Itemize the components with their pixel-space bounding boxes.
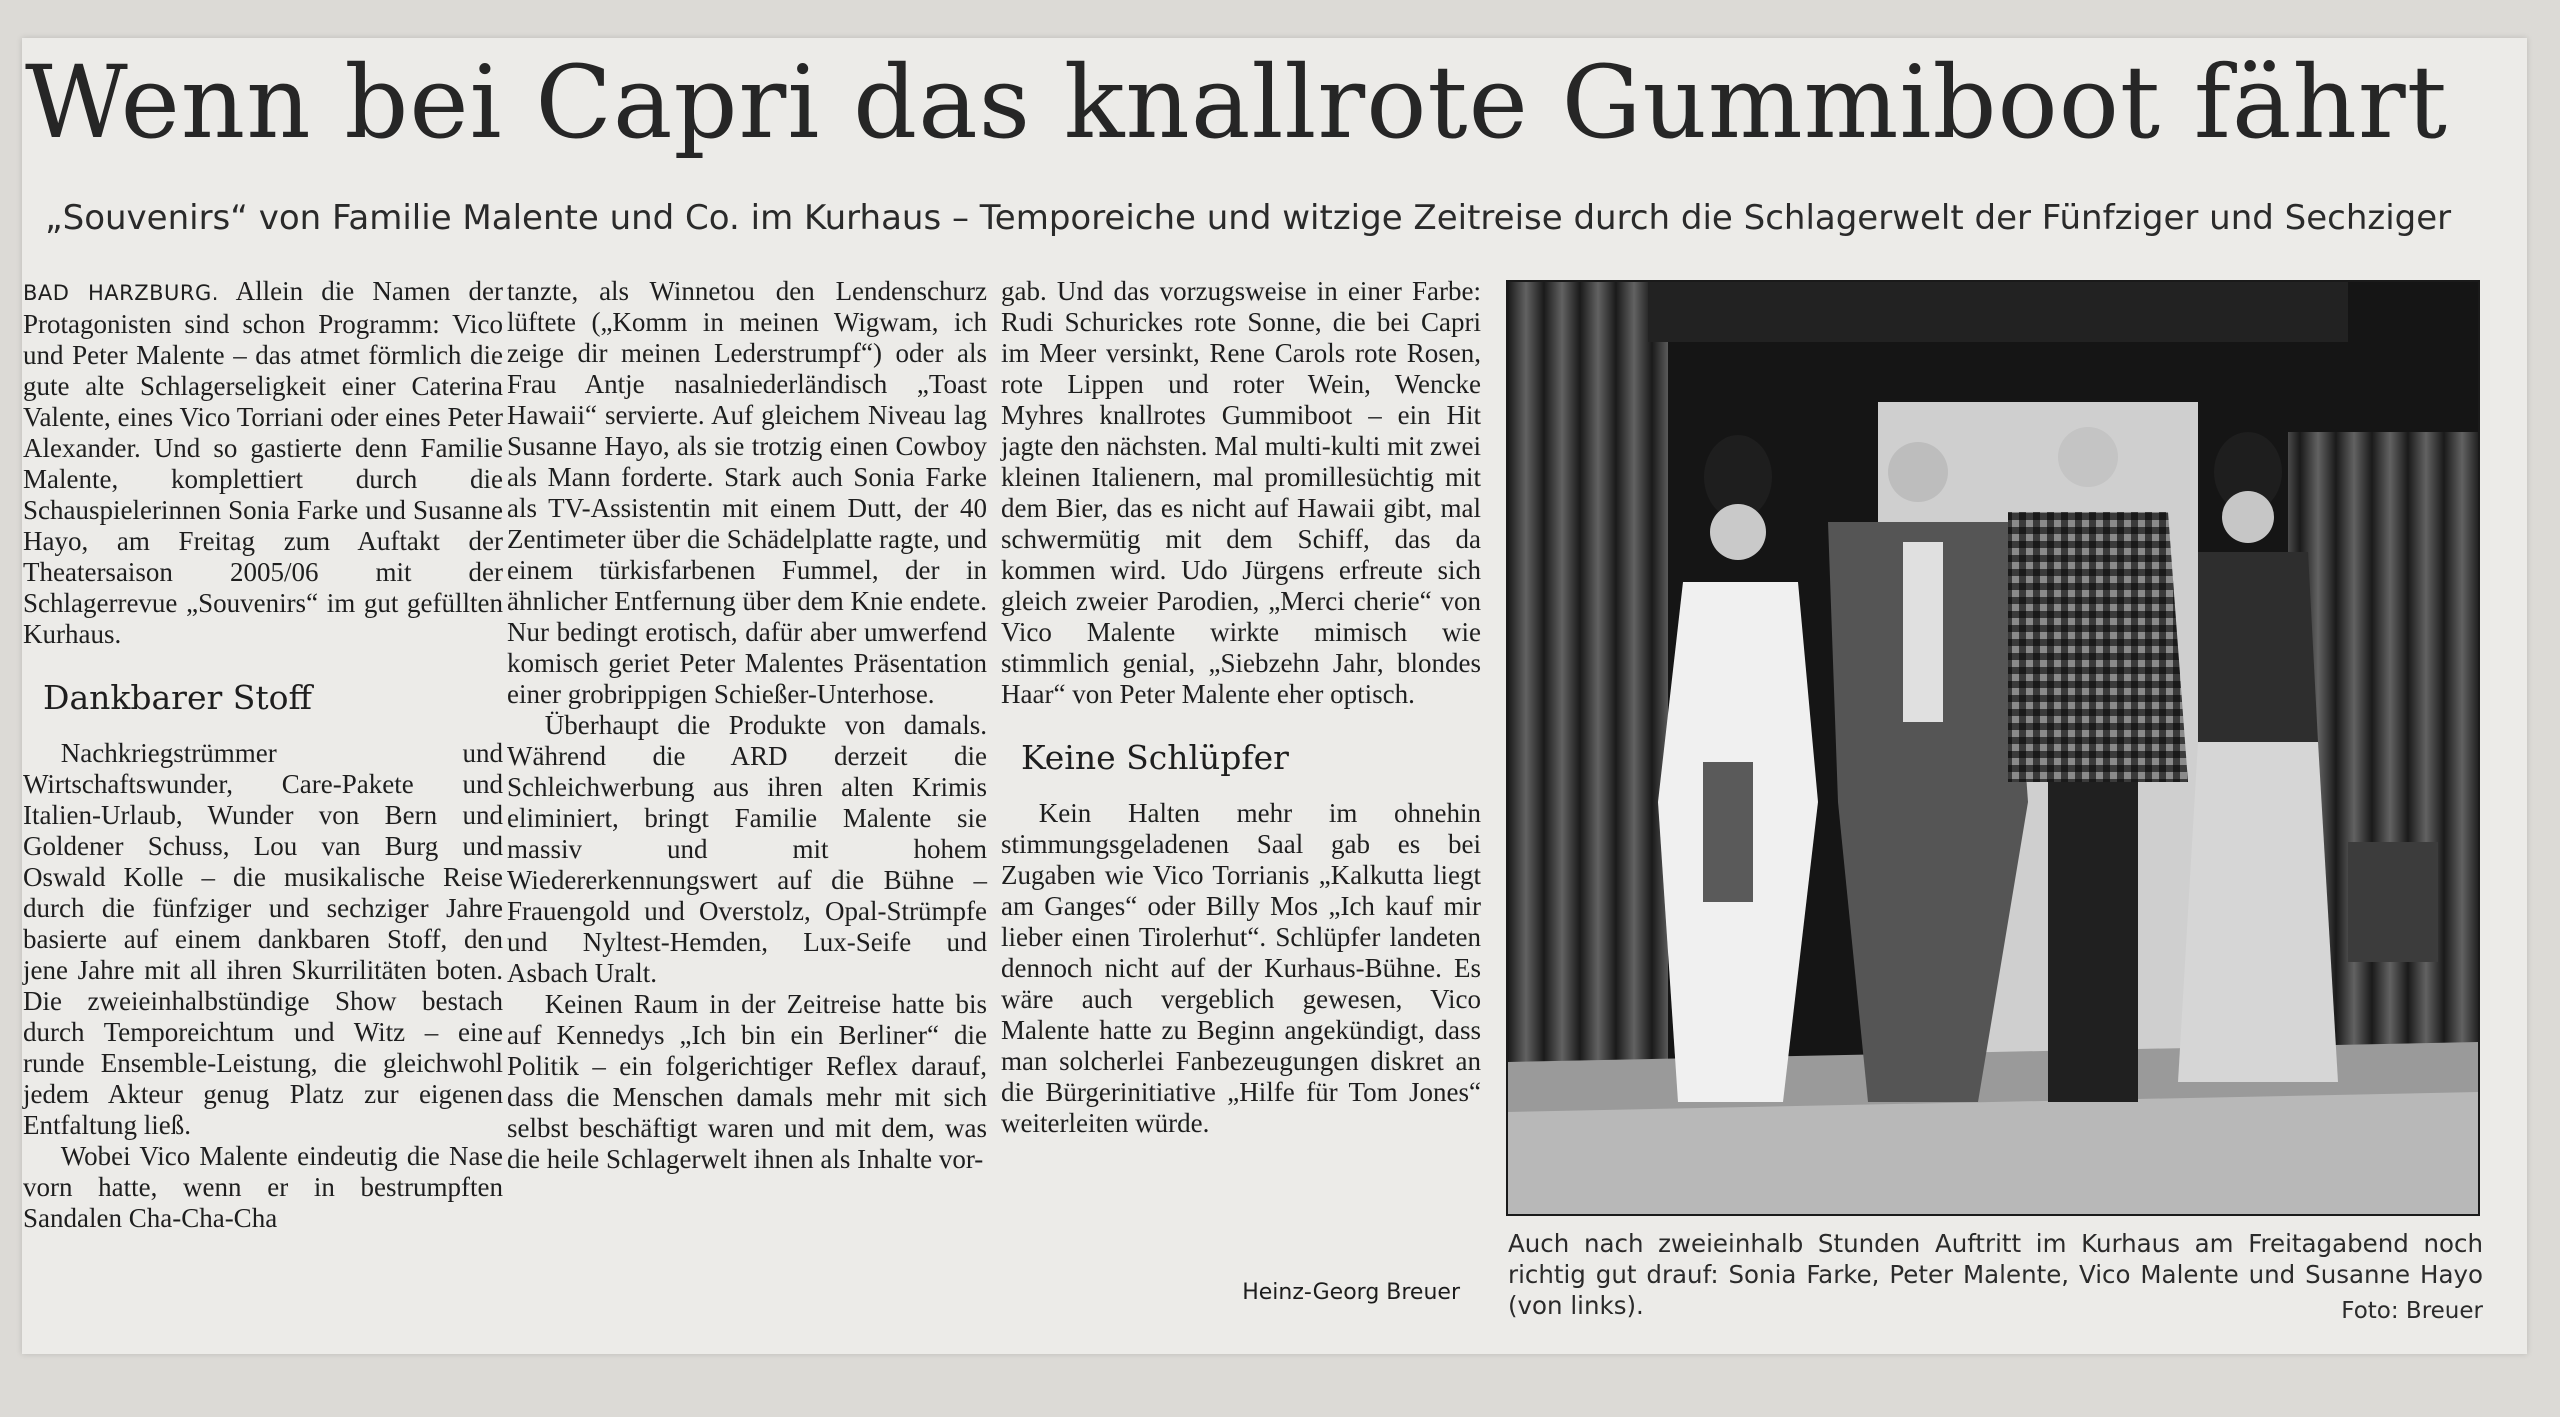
section-heading: Dankbarer Stoff [43, 678, 312, 717]
article-column-3 [1001, 276, 1481, 1139]
headline: Wenn bei Capri das knallrote Gummiboot fährt [25, 44, 2448, 161]
paragraph: Überhaupt die Produkte von damals. Während die ARD derzeit die Schleichwerbung aus ihren alten Krimis eliminiert, bringt Familie Malente sie massiv und mit hohem Wiedererkennungswert auf die Bühne – Frauengold und Overstolz, Opal-Strümpfe und Nyltest-Hemden, Lux-Seife und Asbach Uralt. [507, 710, 987, 988]
article-column-2 [507, 276, 987, 1175]
paragraph [23, 276, 503, 650]
paragraph: gab. Und das vorzugsweise in einer Farbe: Rudi Schurickes rote Sonne, die bei Capri im Meer versinkt, Rene Carols rote Rosen, rote Lippen und roter Wein, Wencke Myhres knallrotes Gummiboot – ein Hit jagte den nächsten. Mal multi-kulti mit zwei kleinen Italienern, mal promillesüchtig mit dem Bier, das es nicht auf Hawaii gibt, mal schwermütig mit dem Schiff, das da kommen wird. Udo Jürgens erfreute sich gleich zweier Parodien, „Merci cherie“ von Vico Malente wirkte mimisch wie stimmlich genial, „Siebzehn Jahr, blondes Haar“ von Peter Malente eher optisch. [1001, 276, 1481, 709]
paragraph: Keinen Raum in der Zeitreise hatte bis auf Kennedys „Ich bin ein Berliner“ die Politik – ein folgerichtiger Reflex darauf, dass die Menschen damals mehr mit sich selbst beschäftigt waren und mit dem, was die heile Schlagerwelt ihnen als Inhalte vor- [507, 989, 987, 1174]
dateline: BAD HARZBURG. [23, 281, 219, 305]
stage-photo-illustration [1508, 282, 2478, 1214]
paragraph: Nachkriegstrümmer und Wirtschaftswunder, Care-Pakete und Italien-Urlaub, Wunder von Bern und Goldener Schuss, Lou van Burg und Oswald Kolle – die musikalische Reise durch die fünfziger und sechziger Jahre basierte auf einem dankbaren Stoff, den jene Jahre mit all ihren Skurrilitäten boten. Die zweieinhalbstündige Show bestach durch Temporeichtum und Witz – eine runde Ensemble-Leistung, die gleichwohl jedem Akteur genug Platz zur eigenen Entfaltung ließ. [23, 738, 503, 1140]
paragraph: tanzte, als Winnetou den Lendenschurz lüftete („Komm in meinen Wigwam, ich zeige dir meinen Lederstrumpf“) oder als Frau Antje nasalniederländisch „Toast Hawaii“ servierte. Auf gleichem Niveau lag Susanne Hayo, als sie trotzig einen Cowboy als Mann forderte. Stark auch Sonia Farke als TV-Assistentin mit einem Dutt, der 40 Zentimeter über die Schädelplatte ragte, und einem türkisfarbenen Fummel, der in ähnlicher Entfernung über dem Knie endete. Nur bedingt erotisch, dafür aber umwerfend komisch geriet Peter Malentes Präsentation einer grobrippigen Schießer-Unterhose. [507, 276, 987, 709]
photo-credit: Foto: Breuer [2341, 1298, 2483, 1324]
stage-photo [1506, 280, 2480, 1216]
paragraph-text: Allein die Namen der Protagonisten sind schon Programm: Vico und Peter Malente – das atmet förmlich die gute alte Schlagerseligkeit einer Caterina Valente, eines Vico Torriani oder eines Peter Alexander. Und so gastierte denn Familie Malente, komplettiert durch die Schauspielerinnen Sonia Farke und Susanne Hayo, am Freitag zum Auftakt der Theatersaison 2005/06 mit der Schlagerrevue „Souvenirs“ im gut gefüllten Kurhaus. [23, 276, 503, 649]
section-heading: Keine Schlüpfer [1021, 738, 1289, 777]
subheadline: „Souvenirs“ von Familie Malente und Co. im Kurhaus – Temporeiche und witzige Zeitreise durch die Schlagerwelt der Fünfziger und Sechziger [45, 198, 2452, 238]
author-byline: Heinz-Georg Breuer [1242, 1280, 1460, 1305]
photo-caption: Auch nach zweieinhalb Stunden Auftritt im Kurhaus am Freitagabend noch richtig gut drauf: Sonia Farke, Peter Malente, Vico Malente und Susanne Hayo (von links). [1508, 1229, 2483, 1320]
paragraph: Kein Halten mehr im ohnehin stimmungsgeladenen Saal gab es bei Zugaben wie Vico Torrianis „Kalkutta liegt am Ganges“ oder Billy Mos „Ich kauf mir lieber einen Tirolerhut“. Schlüpfer landeten dennoch nicht auf der Kurhaus-Bühne. Es wäre auch vergeblich gewesen, Vico Malente hatte zu Beginn angekündigt, dass man solcherlei Fanbezeugungen diskret an die Bürgerinitiative „Hilfe für Tom Jones“ weiterleiten würde. [1001, 798, 1481, 1138]
paragraph: Wobei Vico Malente eindeutig die Nase vorn hatte, wenn er in bestrumpften Sandalen Cha-Cha-Cha [23, 1141, 503, 1233]
article-column-1 [23, 276, 503, 1234]
